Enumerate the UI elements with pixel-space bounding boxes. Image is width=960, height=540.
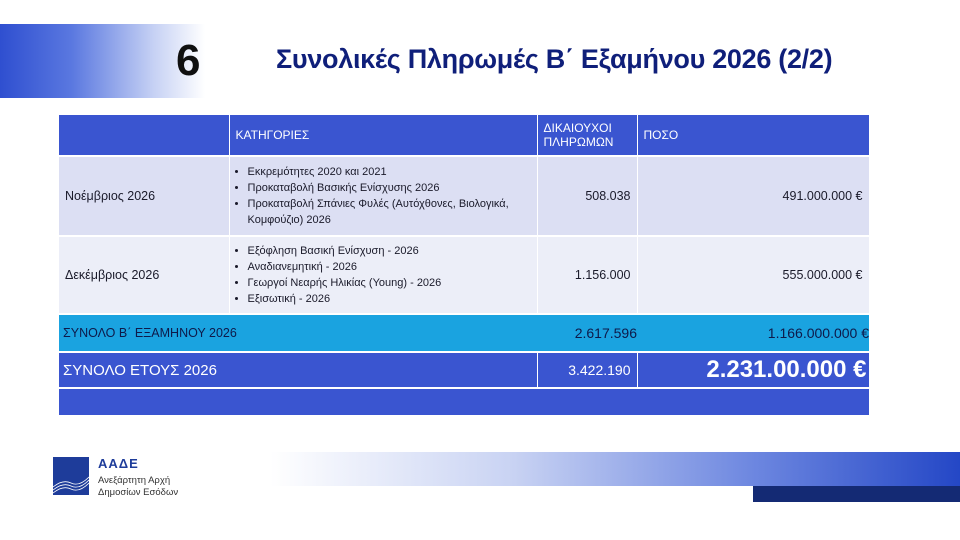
payments-table	[59, 115, 870, 415]
category-item: • Αναδιανεμητική - 2026	[248, 259, 537, 275]
categories-cell	[229, 156, 537, 236]
header-categories: ΚΑΤΗΓΟΡΙΕΣ	[229, 115, 537, 156]
month-cell: Νοέμβριος 2026	[59, 156, 229, 236]
beneficiaries-cell: 508.038	[537, 156, 637, 236]
aade-logo-icon	[53, 457, 89, 495]
table-footer-cell	[59, 388, 869, 415]
beneficiaries-cell: 1.156.000	[537, 236, 637, 314]
category-item: • Προκαταβολή Σπάνιες Φυλές (Αυτόχθονες, Βιολογικά, Κομφούζιο) 2026	[248, 196, 537, 228]
table-header-row	[59, 115, 869, 156]
page-title: Συνολικές Πληρωμές Β΄ Εξαμήνου 2026 (2/2)	[276, 44, 833, 74]
year-total-label: ΣΥΝΟΛΟ ΕΤΟΥΣ 2026	[59, 352, 537, 388]
year-total-row	[59, 352, 869, 388]
footer-accent-band	[270, 452, 960, 486]
year-total-beneficiaries: 3.422.190	[537, 352, 637, 388]
slide-number: 6	[176, 36, 201, 85]
footer-accent-bar	[753, 486, 960, 502]
amount-cell: 555.000.000 €	[637, 236, 869, 314]
org-subtitle-line1: Ανεξάρτητη Αρχή	[98, 475, 171, 486]
year-total-amount: 2.231.00.000 €	[637, 352, 869, 388]
semester-total-amount: 1.166.000.000 €	[637, 314, 869, 352]
header-accent-band	[0, 24, 205, 98]
category-item: • Εξόφληση Βασική Ενίσχυση - 2026	[248, 243, 537, 259]
category-item: • Γεωργοί Νεαρής Ηλικίας (Young) - 2026	[248, 275, 537, 291]
header-amount: ΠΟΣΟ	[637, 115, 869, 156]
categories-cell	[229, 236, 537, 314]
month-cell: Δεκέμβριος 2026	[59, 236, 229, 314]
header-beneficiaries: ΔΙΚΑΙΟΥΧΟΙ ΠΛΗΡΩΜΩΝ	[537, 115, 637, 156]
table-row	[59, 236, 869, 314]
org-name: ΑΑΔΕ	[98, 456, 139, 471]
semester-total-row	[59, 314, 869, 352]
header-period	[59, 115, 229, 156]
semester-total-beneficiaries: 2.617.596	[537, 314, 637, 352]
semester-total-label: ΣΥΝΟΛΟ Β΄ ΕΞΑΜΗΝΟΥ 2026	[59, 314, 537, 352]
amount-cell: 491.000.000 €	[637, 156, 869, 236]
category-item: • Εκκρεμότητες 2020 και 2021	[248, 164, 537, 180]
category-item: • Προκαταβολή Βασικής Ενίσχυσης 2026	[248, 180, 537, 196]
org-subtitle-line2: Δημοσίων Εσόδων	[98, 487, 179, 498]
table-row	[59, 156, 869, 236]
table-footer-row	[59, 388, 869, 415]
category-item: • Εξισωτική - 2026	[248, 291, 537, 307]
